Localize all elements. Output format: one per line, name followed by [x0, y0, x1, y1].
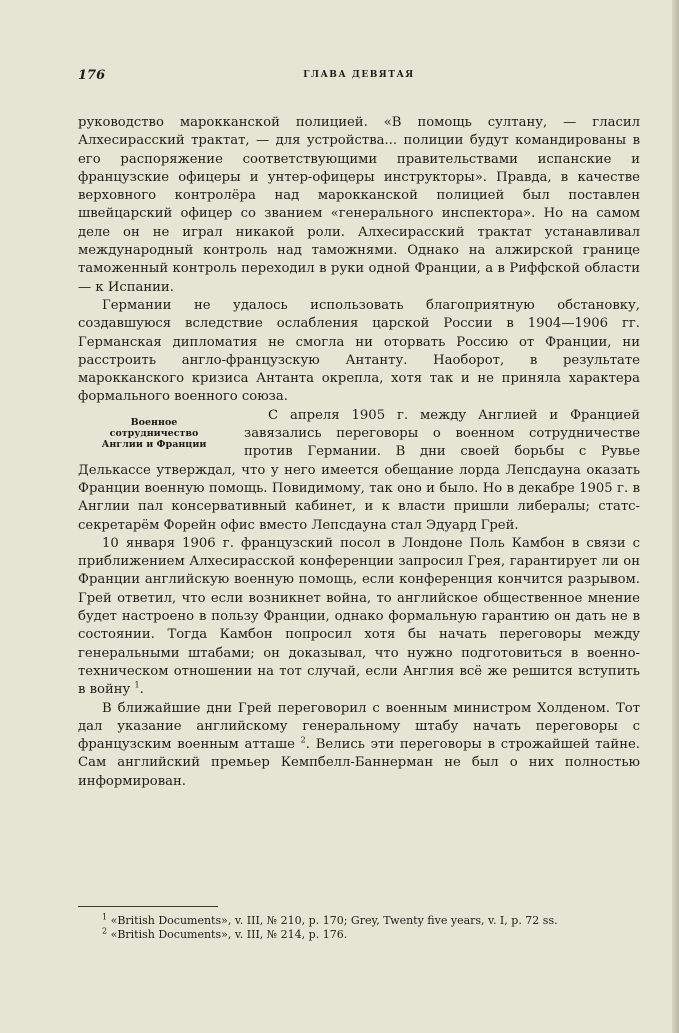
- footnote-2-text: «British Documents», v. III, № 214, p. 176.: [110, 928, 348, 941]
- margin-heading-line-2: сотрудничество: [109, 427, 199, 439]
- paragraph-2: Германии не удалось использовать благоприятную обстановку, создавшуюся вследствие ослабления царской России в 1904—1906 гг. Германская дипломатия не смогла ни оторвать Россию от Франции, ни расстроить англо-французскую Антанту. Наоборот, в результате марокканского кризиса Антанта окрепла, хотя так и не приняла характера формального военного союза.: [78, 297, 640, 405]
- footnote-1: [78, 914, 640, 928]
- footnote-ref-2: 2: [300, 735, 306, 745]
- paragraph-5-continuation: Велись эти переговоры в строжайшей тайне. Сам английский премьер Кемпбелл-Баннерман не был о них полностью информирован.: [78, 737, 640, 789]
- paragraph-3: С апреля 1905 г. между Англией и Францией завязались переговоры о военном сотрудничестве против Германии. В дни своей борьбы с Рувье Делькассе утверждал, что у него имеется обещание лорда Лепсдауна оказать Франции военную помощь. Повидимому, так оно и было. Но в декабре 1905 г. в Англии пал консервативный кабинет, и к власти пришли либералы; статс-секретарём Форейн офис вместо Лепсдауна стал Эдуард Грей.: [78, 407, 640, 533]
- page-header: [78, 68, 640, 84]
- footnote-divider: [78, 906, 218, 907]
- margin-heading-line-3: Англии и Франции: [101, 438, 207, 450]
- paragraph-5-text: В ближайшие дни Грей переговорил с военным министром Холденом. Тот дал указание английскому генеральному штабу начать переговоры с французским военным атташе: [78, 700, 640, 753]
- footnote-1-text: «British Documents», v. III, № 210, p. 170; Grey, Twenty five years, v. I, p. 72 ss.: [110, 914, 558, 927]
- footnote-2: [78, 928, 640, 942]
- paragraph-4-text: 10 января 1906 г. французский посол в Лондоне Поль Камбон в связи с приближением Алхесирасской конференции запросил Грея, гарантирует ли он Франции английскую военную помощь, если конференция кончится разрывом. Грей ответил, что если возникнет война, то английское общественное мнение будет настроено в пользу Франции, однако формальную гарантию он дать не в состоянии. Тогда Камбон попросил хотя бы начать переговоры между генеральными штабами; он доказывал, что нужно подготовиться в военно-техническом отношении на тот случай, если Англия всё же решится вступить в войну: [78, 535, 640, 698]
- running-title: ГЛАВА ДЕВЯТАЯ: [303, 70, 415, 80]
- paragraph-1: руководство марокканской полицией. «В помощь султану, — гласил Алхесирасский трактат, — для устройства... полиции будут командированы в его распоряжение соответствующими правительствами испанские и французские офицеры и унтер-офицеры инструкторы». Правда, в качестве верховного контролёра над марокканской полицией был поставлен швейцарский офицер со званием «генерального инспектора». Но на самом деле он не играл никакой роли. Алхесирасский трактат устанавливал международный контроль над таможнями. Однако на алжирской границе таможенный контроль переходил в руки одной Франции, а в Риффской области — к Испании.: [78, 115, 640, 295]
- paragraph-4: 10 января 1906 г. французский посол в Лондоне Поль Камбон в связи с приближением Алхесирасской конференции запросил Грея, гарантирует ли он Франции английскую военную помощь, если конференция кончится разрывом. Грей ответил, что если возникнет война, то английское общественное мнение будет настроено в пользу Франции, однако формальную гарантию он дать не в состоянии. Тогда Камбон попросил хотя бы начать переговоры между генеральными штабами; он доказывал, что нужно подготовиться в военно-техническом отношении на тот случай, если Англия всё же решится вступить в войну $^1$.: [78, 535, 640, 698]
- body-text: [78, 114, 640, 791]
- footnotes: [78, 914, 640, 942]
- footnote-1-mark: 1: [102, 912, 108, 922]
- page-edge-shadow: [672, 0, 679, 1033]
- footnote-2-mark: 2: [102, 926, 108, 936]
- footnote-ref-1: 1: [134, 680, 140, 690]
- margin-heading-line-1: Военное: [130, 416, 178, 428]
- page-number: 176: [78, 68, 106, 83]
- margin-heading: [78, 417, 230, 450]
- paragraph-5: В ближайшие дни Грей переговорил с военным министром Холденом. Тот дал указание английскому генеральному штабу начать переговоры с французским военным атташе $^2$. Велись эти переговоры в строжайшей тайне. Сам английский премьер Кемпбелл-Баннерман не был о них полностью информирован.: [78, 700, 640, 789]
